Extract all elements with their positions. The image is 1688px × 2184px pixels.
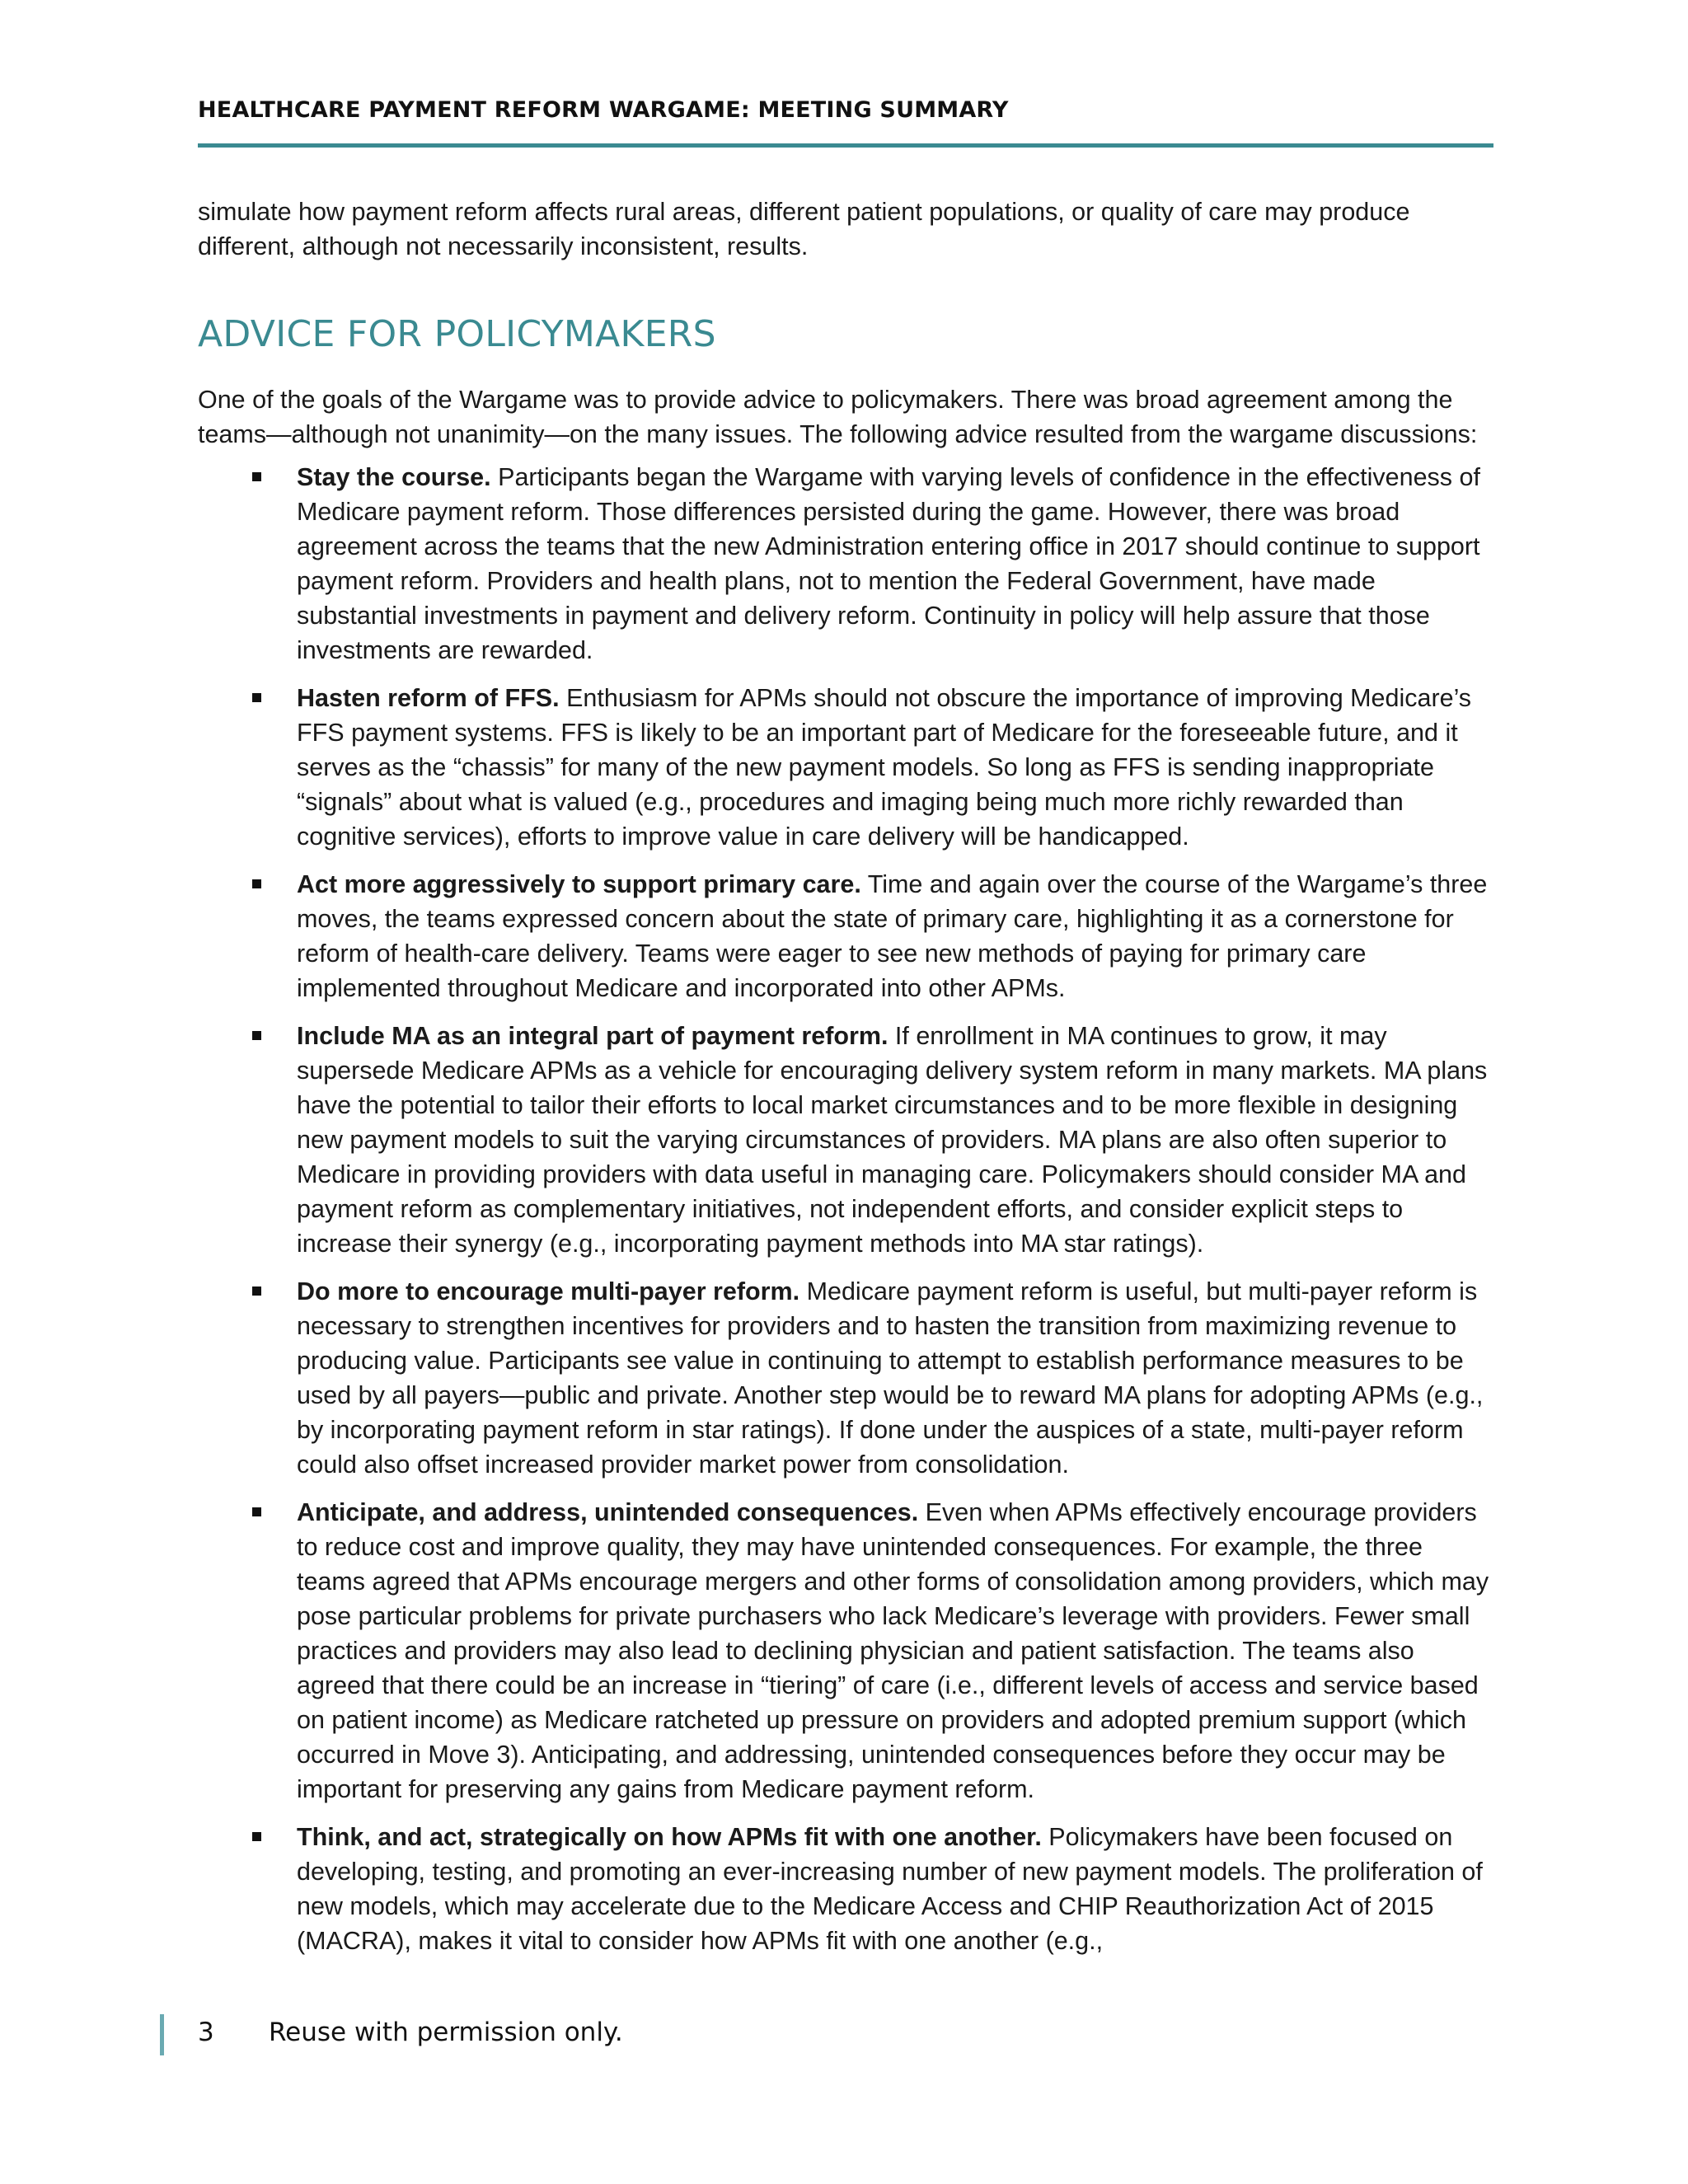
advice-item-text: Enthusiasm for APMs should not obscure the importance of improving Medicare’s FFS payment systems. FFS is likely to be an important part of Medicare for the foreseeable future, and it serves as the “chassis” for many of the new payment models. So long as FFS is sending inappropriate “signals” about what is valued (e.g., procedures and imaging being much more richly rewarded than cognitive services), efforts to improve value in care delivery will be handicapped. [297,684,1472,851]
square-bullet-icon [252,1286,261,1296]
advice-item-title: Include MA as an integral part of payment reform. [297,1022,889,1050]
advice-item-text: Time and again over the course of the Wargame’s three moves, the teams expressed concern about the state of primary care, highlighting it as a cornerstone for reform of health-care delivery. Teams were eager to see new methods of paying for primary care implemented throughout Medicare and incorporated into other APMs. [297,870,1488,1002]
advice-item-title: Think, and act, strategically on how APMs fit with one another. [297,1823,1042,1851]
advice-item-text: If enrollment in MA continues to grow, it may supersede Medicare APMs as a vehicle for encouraging delivery system reform in many markets. MA plans have the potential to tailor their efforts to local market circumstances and to be more flexible in designing new payment models to suit the varying circumstances of providers. MA plans are also often superior to Medicare in providing providers with data useful in managing care. Policymakers should consider MA and payment reform as complementary initiatives, not independent efforts, and consider explicit steps to increase their synergy (e.g., incorporating payment methods into MA star ratings). [297,1022,1488,1258]
advice-item-title: Hasten reform of FFS. [297,684,560,712]
footer-accent-bar [160,2014,164,2055]
section-heading: ADVICE FOR POLICYMAKERS [198,313,716,355]
advice-item-text: Even when APMs effectively encourage providers to reduce cost and improve quality, they may have unintended consequences. For example, the three teams agreed that APMs encourage mergers and other forms of consolidation among providers, which may pose particular problems for private purchasers who lack Medicare’s leverage with providers. Fewer small practices and providers may also lead to declining physician and patient satisfaction. The teams also agreed that there could be an increase in “tiering” of care (i.e., different levels of access and service based on patient income) as Medicare ratcheted up pressure on providers and adopted premium support (which occurred in Move 3). Anticipating, and addressing, unintended consequences before they occur may be important for preserving any gains from Medicare payment reform. [297,1498,1489,1803]
advice-item-include-ma [198,1019,1493,1261]
advice-item-multi-payer [198,1274,1493,1482]
square-bullet-icon [252,1507,261,1516]
advice-item-title: Do more to encourage multi-payer reform. [297,1277,800,1305]
square-bullet-icon [252,472,261,481]
footer-note: Reuse with permission only. [269,2018,623,2047]
page-body [198,194,1493,1971]
advice-item-text: Medicare payment reform is useful, but multi-payer reform is necessary to strengthen incentives for providers and to hasten the transition from maximizing revenue to producing value. Participants see value in continuing to attempt to establish performance measures to be used by all payers—public and private. Another step would be to reward MA plans for adopting APMs (e.g., by incorporating payment reform in star ratings). If done under the auspices of a state, multi-payer reform could also offset increased provider market power from consolidation. [297,1277,1484,1479]
page-number: 3 [198,2018,214,2047]
running-header: HEALTHCARE PAYMENT REFORM WARGAME: MEETING SUMMARY [198,97,1009,123]
advice-list [198,460,1493,1958]
square-bullet-icon [252,693,261,702]
square-bullet-icon [252,1832,261,1841]
advice-item-title: Stay the course. [297,463,491,491]
advice-item-unintended-consequences [198,1495,1493,1807]
advice-item-stay-the-course [198,460,1493,668]
advice-item-apms-fit [198,1820,1493,1958]
square-bullet-icon [252,879,261,888]
advice-item-title: Act more aggressively to support primary care. [297,870,861,898]
intro-paragraph: simulate how payment reform affects rural areas, different patient populations, or quality of care may produce different, although not necessarily inconsistent, results. [198,198,1410,260]
advice-item-text: Participants began the Wargame with varying levels of confidence in the effectiveness of Medicare payment reform. Those differences persisted during the game. However, there was broad agreement across the teams that the new Administration entering office in 2017 should continue to support payment reform. Providers and health plans, not to mention the Federal Government, have made substantial investments in payment and delivery reform. Continuity in policy will help assure that those investments are rewarded. [297,463,1480,664]
advice-item-primary-care [198,867,1493,1005]
header-divider [198,143,1493,148]
square-bullet-icon [252,1031,261,1040]
section-lead-paragraph: One of the goals of the Wargame was to provide advice to policymakers. There was broad agreement among the teams—although not unanimity—on the many issues. The following advice resulted from the wargame discussions: [198,386,1478,448]
advice-item-title: Anticipate, and address, unintended consequences. [297,1498,919,1526]
advice-item-text: Policymakers have been focused on developing, testing, and promoting an ever-increasing number of new payment models. The proliferation of new models, which may accelerate due to the Medicare Access and CHIP Reauthorization Act of 2015 (MACRA), makes it vital to consider how APMs fit with one another (e.g., [297,1823,1483,1955]
advice-item-hasten-reform [198,681,1493,854]
